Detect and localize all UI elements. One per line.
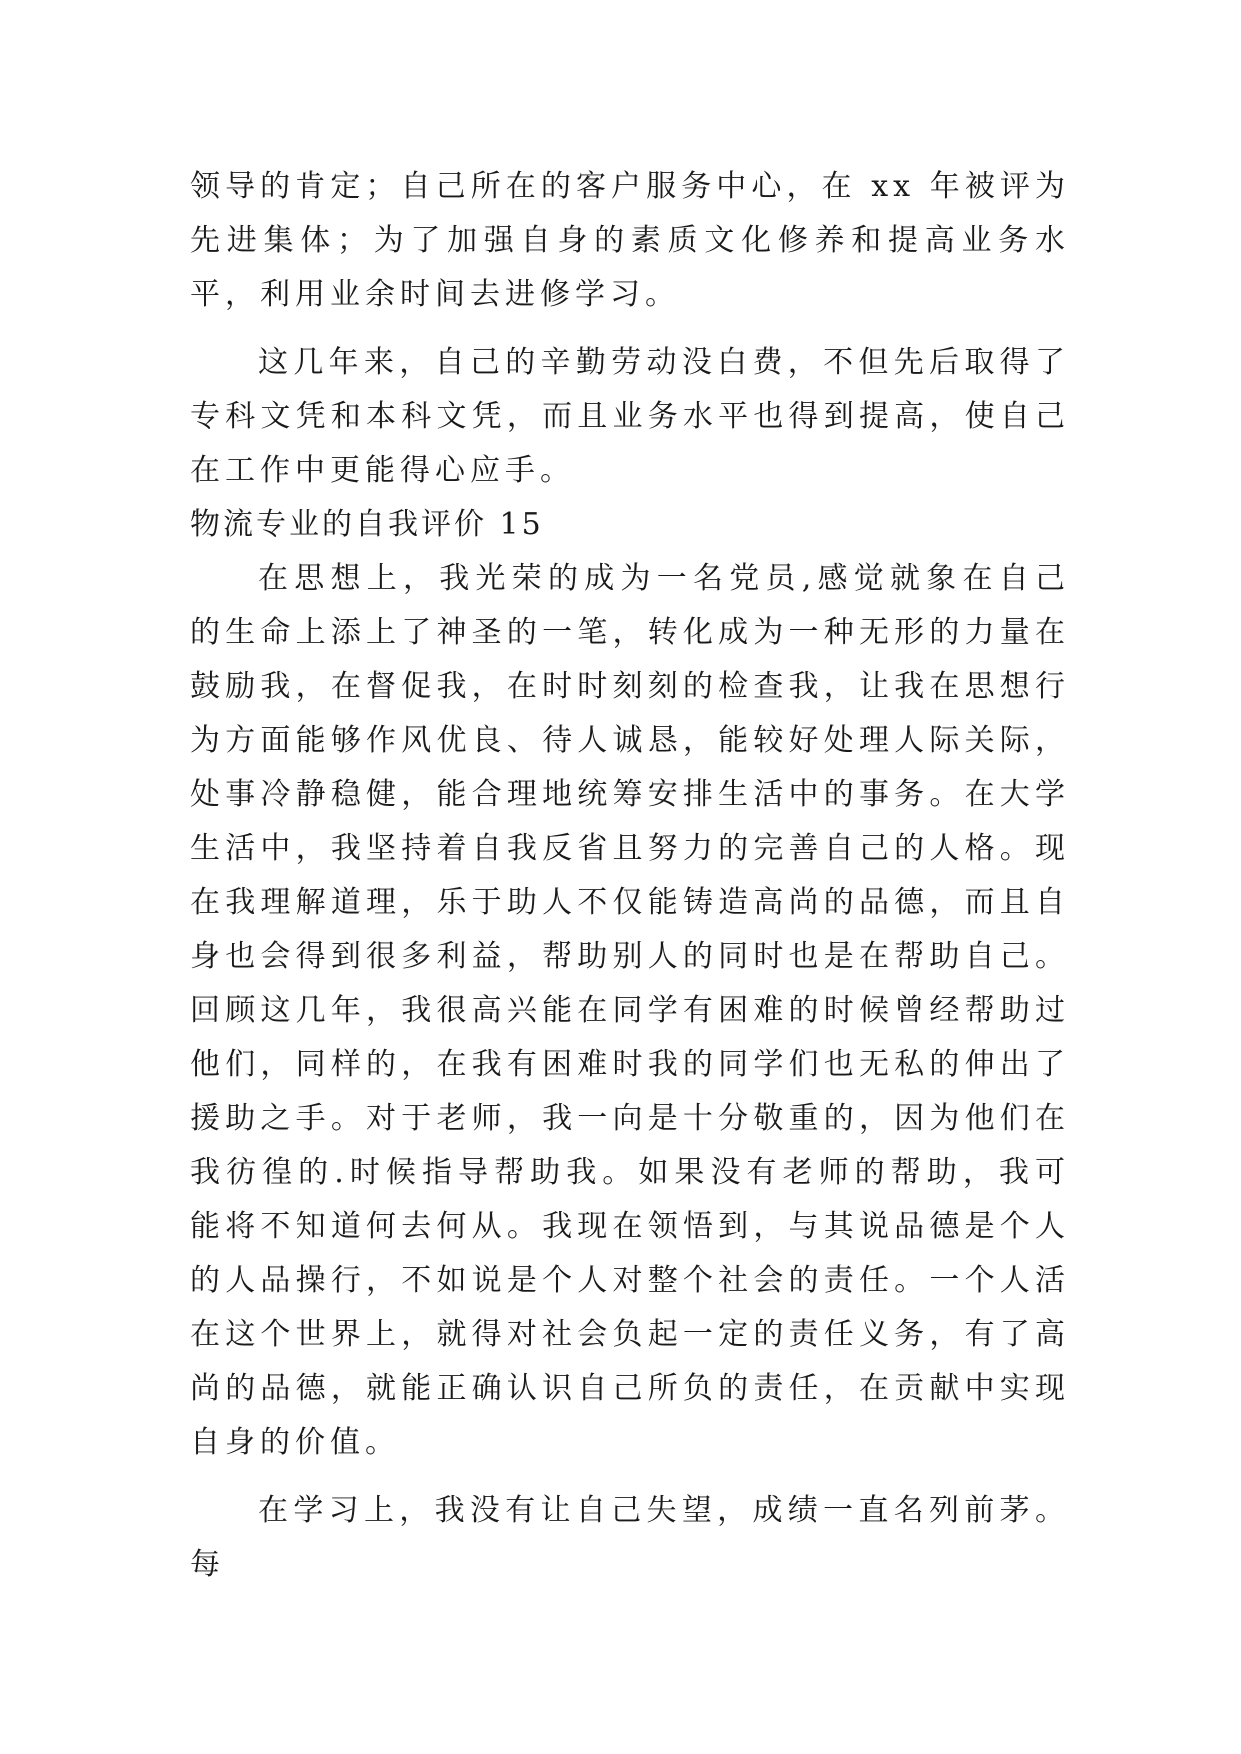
document-body [190, 160, 1070, 1592]
section-title: 物流专业的自我评价 15 [190, 507, 544, 542]
paragraph-continuation: 领导的肯定；自己所在的客户服务中心，在 xx 年被评为先进集体；为了加强自身的素质文化修养和提高业务水平，利用业余时间去进修学习。 [190, 169, 1070, 312]
paragraph-ideology: 在思想上，我光荣的成为一名党员,感觉就象在自己的生命上添上了神圣的一笔，转化成为一种无形的力量在鼓励我，在督促我，在时时刻刻的检查我，让我在思想行为方面能够作风优良、待人诚恳，能较好处理人际关际，处事冷静稳健，能合理地统筹安排生活中的事务。在大学生活中，我坚持着自我反省且努力的完善自己的人格。现在我理解道理，乐于助人不仅能铸造高尚的品德，而且自身也会得到很多利益，帮助别人的同时也是在帮助自己。回顾这几年，我很高兴能在同学有困难的时候曾经帮助过他们，同样的，在我有困难时我的同学们也无私的伸出了援助之手。对于老师，我一向是十分敬重的，因为他们在我彷徨的.时候指导帮助我。如果没有老师的帮助，我可能将不知道何去何从。我现在领悟到，与其说品德是个人的人品操行，不如说是个人对整个社会的责任。一个人活在这个世界上，就得对社会负起一定的责任义务，有了高尚的品德，就能正确认识自己所负的责任，在贡献中实现自身的价值。 [190, 561, 1070, 1460]
paragraph-achievements: 这几年来，自己的辛勤劳动没白费，不但先后取得了专科文凭和本科文凭，而且业务水平也得到提高，使自己在工作中更能得心应手。 [190, 345, 1070, 488]
paragraph-study: 在学习上，我没有让自己失望，成绩一直名列前茅。每 [190, 1493, 1070, 1582]
